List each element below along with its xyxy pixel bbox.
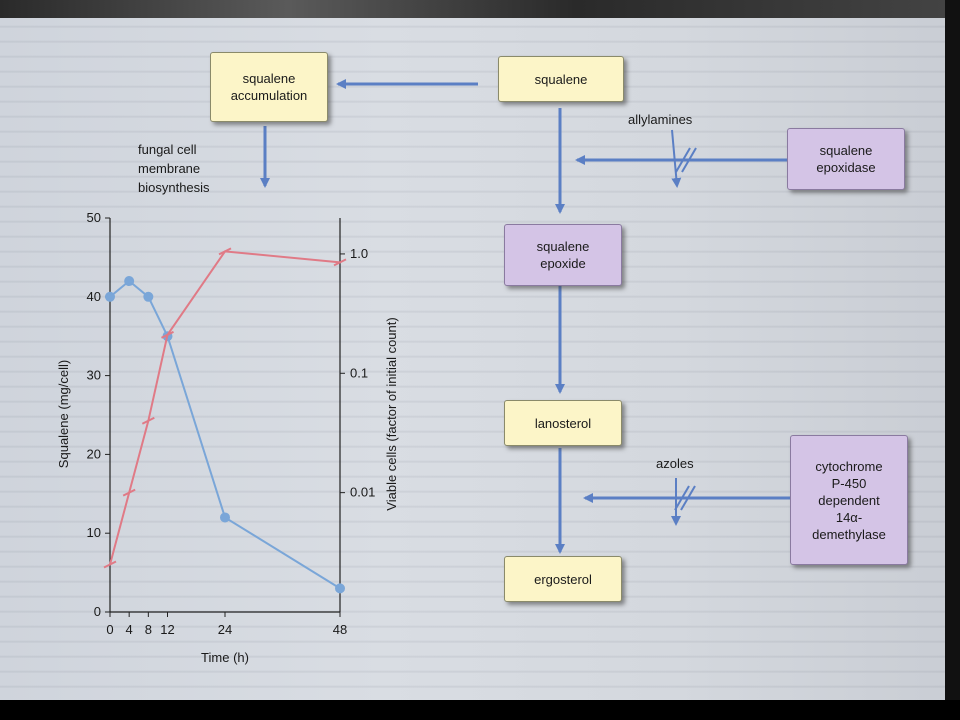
fungal-membrane-label: fungal cell membrane biosynthesis [138, 142, 210, 195]
y-left-tick-label: 20 [86, 446, 101, 462]
squalene-box: squalene [498, 56, 624, 102]
y-right-tick-label: 1.0 [350, 245, 369, 261]
series-1-point [105, 292, 115, 302]
squalene-epoxide-box: squalene epoxide [504, 224, 622, 286]
y-right-tick-label: 0.1 [350, 365, 369, 381]
x-tick-label: 12 [160, 622, 175, 637]
allylamines-label: allylamines [628, 112, 693, 127]
chart-axes [110, 218, 340, 612]
x-tick-label: 0 [106, 622, 114, 637]
series-1-point [124, 276, 134, 286]
y-axis-left-label: Squalene (mg/cell) [56, 359, 71, 469]
y-axis-right-label: Viable cells (factor of initial count) [384, 317, 399, 511]
squalene-accumulation-box: squalene accumulation [210, 52, 328, 122]
x-tick-label: 8 [144, 622, 152, 637]
x-tick-label: 4 [125, 622, 133, 637]
x-axis-label: Time (h) [201, 650, 249, 665]
y-left-tick-label: 40 [86, 288, 101, 304]
x-tick-label: 48 [332, 622, 348, 637]
lanosterol-box: lanosterol [504, 400, 622, 446]
azoles-label: azoles [656, 456, 694, 471]
y-left-tick-label: 0 [93, 604, 101, 619]
y-left-tick-label: 10 [86, 525, 101, 541]
series-1-point [220, 512, 230, 522]
squalene-epoxidase-box: squalene epoxidase [787, 128, 905, 190]
y-left-tick-label: 30 [86, 367, 101, 383]
cytochrome-p450-box: cytochrome P-450 dependent 14α- demethylase [790, 435, 908, 565]
series-1-point [335, 583, 345, 593]
y-right-tick-label: 0.01 [350, 484, 376, 500]
series-1-point [143, 292, 153, 302]
chart-ticks [87, 210, 376, 637]
ergosterol-box: ergosterol [504, 556, 622, 602]
y-left-tick-label: 50 [86, 210, 101, 225]
x-tick-label: 24 [217, 622, 233, 637]
chart-series [104, 248, 346, 593]
